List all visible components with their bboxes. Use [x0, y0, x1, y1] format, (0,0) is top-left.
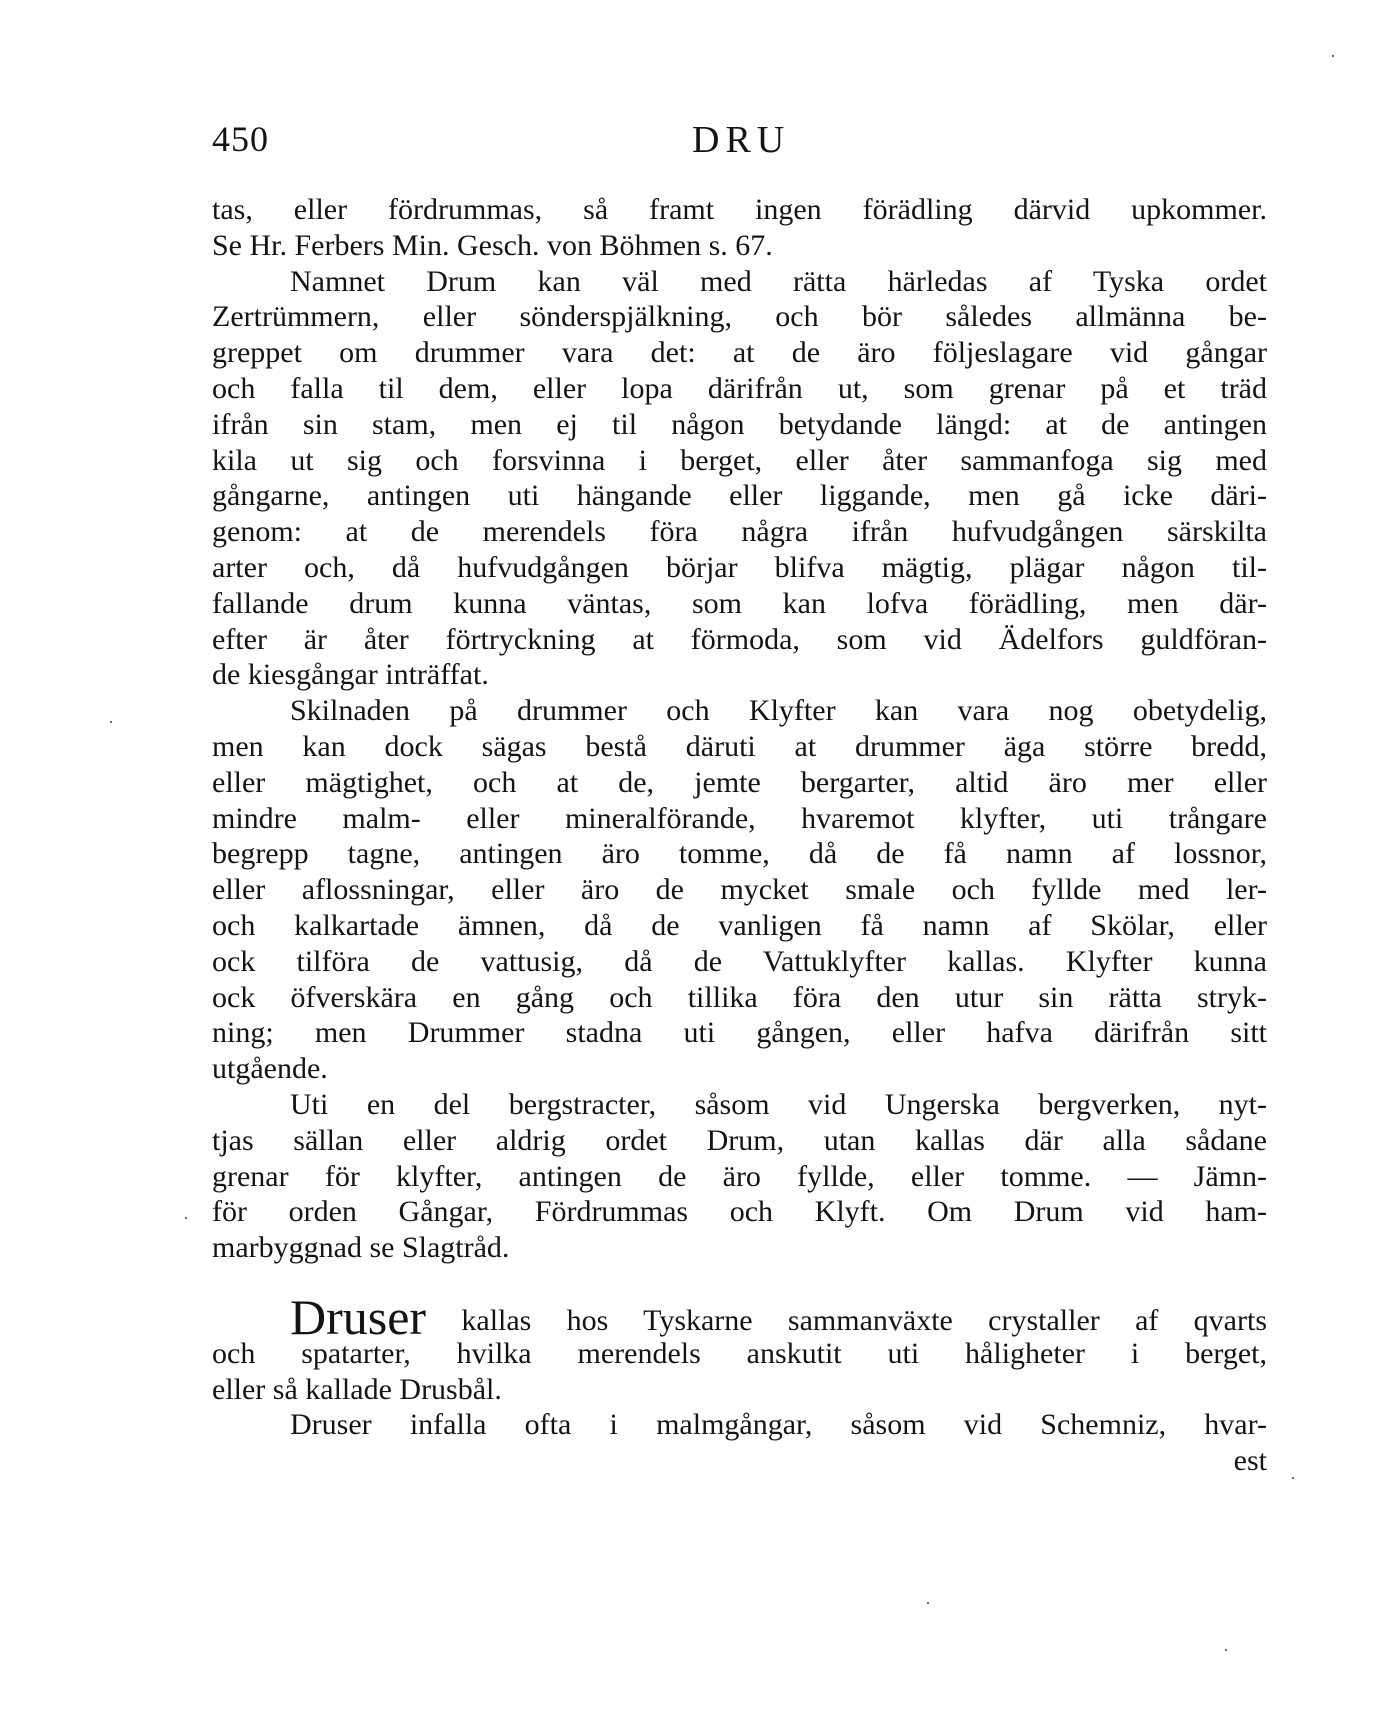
- paragraph-start-druser: Druser infalla ofta i malmgångar, såsom vid Schemniz, hvar-: [290, 1408, 1267, 1442]
- entry-headword: Druser: [290, 1288, 427, 1345]
- text-line: arter och, då hufvudgången börjar blifva mägtig, plägar någon til-: [212, 550, 1267, 584]
- text-line: och spatarter, hvilka merendels anskutit uti håligheter i berget,: [212, 1336, 1267, 1370]
- entry-druser-first-line: [212, 1288, 1268, 1345]
- speck-mark: ·: [1223, 1640, 1229, 1660]
- text-line: marbyggnad se Slagtråd.: [212, 1231, 510, 1265]
- text-line-fragment: kallas hos Tyskarne sammanväxte crystaller af qvarts: [461, 1303, 1268, 1337]
- text-line: Se Hr. Ferbers Min. Gesch. von Böhmen s. 67.: [212, 228, 773, 262]
- text-line: men kan dock sägas bestå däruti at drummer äga större bredd,: [212, 729, 1267, 763]
- text-line: fallande drum kunna väntas, som kan lofva förädling, men där-: [212, 586, 1267, 620]
- paragraph-start-skilnaden: Skilnaden på drummer och Klyfter kan vara nog obetydelig,: [290, 694, 1267, 728]
- text-line: genom: at de merendels föra några ifrån hufvudgången särskilta: [212, 515, 1267, 549]
- paragraph-start-drum-name: Namnet Drum kan väl med rätta härledas af Tyska ordet: [290, 264, 1267, 298]
- text-line: tjas sällan eller aldrig ordet Drum, utan kallas där alla sådane: [212, 1123, 1267, 1157]
- text-line: mindre malm- eller mineralförande, hvaremot klyfter, uti trångare: [212, 801, 1267, 835]
- body-text: [212, 192, 1267, 1479]
- text-line: ock öfverskära en gång och tillika föra den utur sin rätta stryk-: [212, 980, 1267, 1014]
- text-line: gångarne, antingen uti hängande eller liggande, men gå icke däri-: [212, 479, 1267, 513]
- text-line: eller mägtighet, och at de, jemte bergarter, altid äro mer eller: [212, 765, 1267, 799]
- catchword: est: [1233, 1444, 1267, 1478]
- text-line: Zertrümmern, eller sönderspjälkning, och bör således allmänna be-: [212, 300, 1267, 334]
- running-head: DRU: [692, 119, 791, 161]
- text-line: tas, eller fördrummas, så framt ingen förädling därvid upkommer.: [212, 193, 1267, 226]
- text-line: kila ut sig och forsvinna i berget, eller åter sammanfoga sig med: [212, 443, 1267, 477]
- text-line: och kalkartade ämnen, då de vanligen få namn af Skölar, eller: [212, 908, 1267, 942]
- text-line: ning; men Drummer stadna uti gången, eller hafva därifrån sitt: [212, 1016, 1267, 1050]
- text-line: eller aflossningar, eller äro de mycket smale och fyllde med ler-: [212, 873, 1267, 907]
- text-line: för orden Gångar, Fördrummas och Klyft. Om Drum vid ham-: [212, 1195, 1267, 1229]
- text-line: utgående.: [212, 1052, 328, 1086]
- text-line: ock tilföra de vattusig, då de Vattuklyfter kallas. Klyfter kunna: [212, 944, 1267, 978]
- text-line: och falla til dem, eller lopa därifrån ut, som grenar på et träd: [212, 371, 1267, 405]
- paragraph-start-uti: Uti en del bergstracter, såsom vid Ungerska bergverken, nyt-: [290, 1087, 1267, 1121]
- speck-mark: ·: [1290, 1468, 1296, 1488]
- text-line: ifrån sin stam, men ej til någon betydande längd: at de antingen: [212, 407, 1267, 441]
- speck-mark: ·: [925, 1593, 931, 1613]
- text-line: eller så kallade Drusbål.: [212, 1372, 502, 1406]
- speck-mark: ·: [108, 712, 114, 732]
- text-line: greppet om drummer vara det: at de äro följeslagare vid gångar: [212, 336, 1267, 370]
- text-line: de kiesgångar inträffat.: [212, 658, 489, 692]
- text-line: efter är åter förtryckning at förmoda, som vid Ädelfors guldföran-: [212, 622, 1267, 656]
- text-line: grenar för klyfter, antingen de äro fyllde, eller tomme. — Jämn-: [212, 1159, 1267, 1193]
- speck-mark: ·: [183, 1208, 189, 1228]
- page-header: [212, 118, 1267, 168]
- page-number: 450: [212, 119, 269, 159]
- speck-mark: ·: [1330, 46, 1336, 66]
- text-line: begrepp tagne, antingen äro tomme, då de få namn af lossnor,: [212, 837, 1267, 871]
